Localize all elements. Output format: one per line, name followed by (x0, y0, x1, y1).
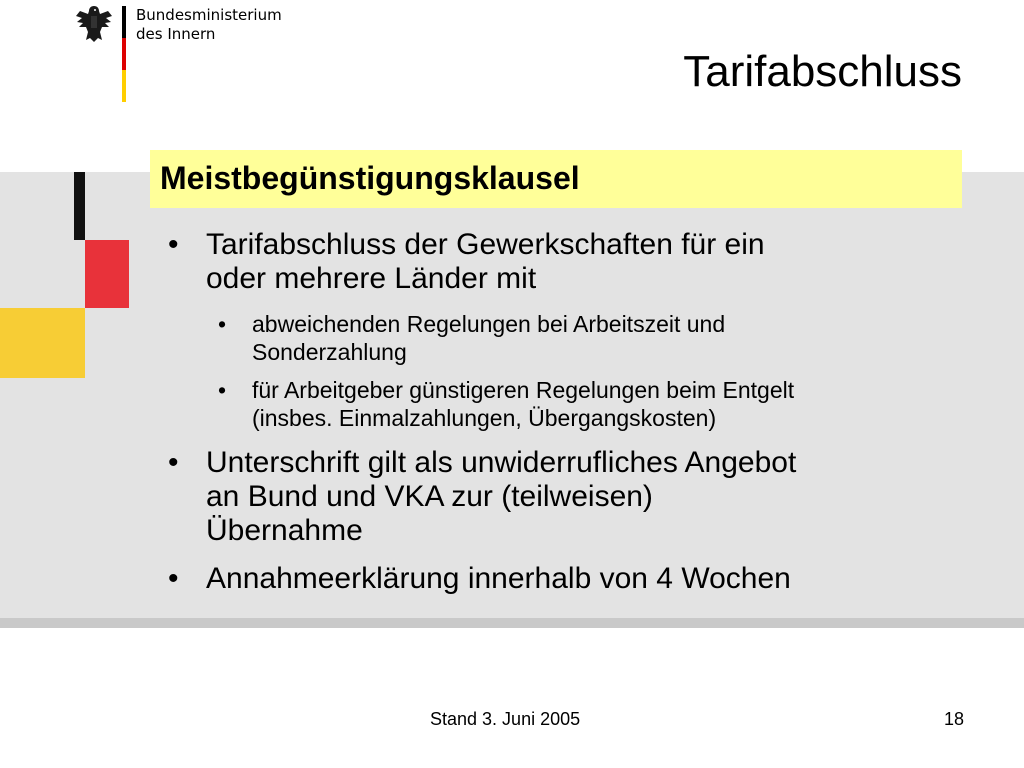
bullet-dot: • (218, 311, 227, 337)
footer-date: Stand 3. Juni 2005 (430, 709, 581, 729)
logo-line-1: Bundesministerium (136, 6, 282, 24)
bullet-text-line: oder mehrere Länder mit (206, 262, 537, 295)
sub-bullet-item (218, 310, 960, 366)
sub-bullet-text-line: Sonderzahlung (252, 339, 407, 365)
bullet-text-line: Tarifabschluss der Gewerkschaften für ein (206, 228, 765, 261)
federal-eagle-icon (74, 2, 114, 46)
heading-box (150, 150, 962, 208)
bullet-text-line: Übernahme (206, 514, 363, 547)
bullet-dot: • (168, 446, 179, 479)
bullet-dot: • (218, 377, 227, 403)
bullet-dot: • (168, 228, 179, 261)
bullet-text-line: Annahmeerklärung innerhalb von 4 Wochen (206, 562, 791, 595)
ministry-logo (74, 2, 314, 102)
flag-stripe (122, 6, 126, 102)
sub-bullet-text-line: für Arbeitgeber günstigeren Regelungen beim Entgelt (252, 377, 795, 403)
logo-text (136, 6, 282, 44)
bullet-list (160, 228, 960, 610)
bullet-item (160, 446, 960, 548)
heading-text: Meistbegünstigungsklausel (160, 160, 580, 196)
page-number: 18 (943, 709, 964, 729)
sub-bullet-text-line: abweichenden Regelungen bei Arbeitszeit und (252, 311, 726, 337)
sub-bullet-text-line: (insbes. Einmalzahlungen, Übergangskosten) (252, 405, 717, 431)
sub-bullet-item (218, 376, 960, 432)
bullet-text-line: an Bund und VKA zur (teilweisen) (206, 480, 653, 513)
bullet-dot: • (168, 562, 179, 595)
slide-title: Tarifabschluss (683, 47, 962, 96)
band-bottom-edge (0, 618, 1024, 628)
logo-line-2: des Innern (136, 25, 216, 43)
decor-black-block (74, 172, 85, 240)
bullet-item (160, 228, 960, 296)
decor-yellow-block (0, 308, 85, 378)
bullet-text-line: Unterschrift gilt als unwiderrufliches Angebot (206, 446, 797, 479)
bullet-item (160, 562, 960, 596)
decor-red-block (85, 240, 129, 308)
